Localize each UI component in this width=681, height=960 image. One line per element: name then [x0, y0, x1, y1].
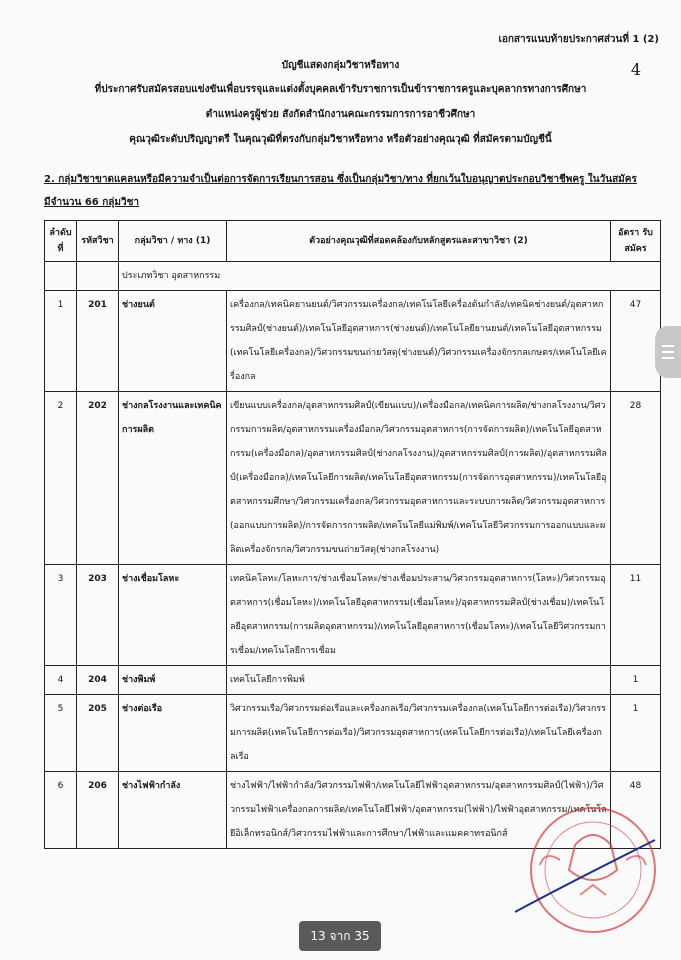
- header-group: กลุ่มวิชา / ทาง (1): [119, 221, 227, 262]
- row-number: 2: [45, 392, 77, 565]
- row-qualifications: วิศวกรรมเรือ/วิศวกรรมต่อเรือและเครื่องกลเรือ/วิศวกรรมเครื่องกล(เทคโนโลยีการต่อเรือ)/วิศวกรรมการผลิต(เทคโนโลยีการต่อเรือ)/วิศวกรรมอุตสาหการ(เทคโนโลยีการต่อเรือ)/เทคโนโลยีเครื่องกลเรือ: [227, 695, 611, 772]
- side-scroll-handle[interactable]: [655, 326, 681, 378]
- row-rate: 48: [611, 772, 661, 849]
- row-rate: 47: [611, 291, 661, 392]
- row-group: ช่างพิมพ์: [119, 666, 227, 695]
- category-spacer-2: [77, 262, 119, 291]
- row-qualifications: ช่างไฟฟ้า/ไฟฟ้ากำลัง/วิศวกรรมไฟฟ้า/เทคโนโลยีไฟฟ้าอุตสาหกรรม/อุตสาหกรรมศิลป์(ไฟฟ้า)/วิศวกรรมไฟฟ้าเครื่องกลการผลิต/เทคโนโลยีไฟฟ้า/อุตสาหกรรม(ไฟฟ้า)/ไฟฟ้าอุตสาหกรรม/เทคโนโลยีอิเล็กทรอนิกส์/วิศวกรรมไฟฟ้าและการศึกษา/ไฟฟ้าและแมคคาทรอนิกส์: [227, 772, 611, 849]
- row-rate: 28: [611, 392, 661, 565]
- heading-line-3: ตำแหน่งครูผู้ช่วย สังกัดสำนักงานคณะกรรมการการอาชีวศึกษา: [205, 109, 476, 120]
- heading-line-2: ที่ประกาศรับสมัครสอบแข่งขันเพื่อบรรจุและแต่งตั้งบุคคลเข้ารับราชการเป็นข้าราชการครูและบุคลากรทางการศึกษา: [94, 84, 587, 95]
- table-row: [45, 695, 661, 772]
- row-code: 206: [77, 772, 119, 849]
- row-number: 5: [45, 695, 77, 772]
- menu-lines-icon: [662, 343, 674, 361]
- header-quals: ตัวอย่างคุณวุฒิที่สอดคล้องกับหลักสูตรและสาขาวิชา (2): [227, 221, 611, 262]
- table-header-row: [45, 221, 661, 262]
- category-row: [45, 262, 661, 291]
- page-counter[interactable]: 13 จาก 35: [299, 921, 381, 951]
- row-group: ช่างต่อเรือ: [119, 695, 227, 772]
- qualification-table: [44, 220, 661, 849]
- header-no: ลำดับที่: [45, 221, 77, 262]
- row-group: ช่างไฟฟ้ากำลัง: [119, 772, 227, 849]
- row-code: 204: [77, 666, 119, 695]
- category-spacer-1: [45, 262, 77, 291]
- row-number: 3: [45, 565, 77, 666]
- section-count: มีจำนวน 66 กลุ่มวิชา: [44, 197, 140, 208]
- table-row: [45, 291, 661, 392]
- row-qualifications: เทคนิคโลหะ/โลหะการ/ช่างเชื่อมโลหะ/ช่างเชื่อมประสาน/วิศวกรรมอุตสาหการ(โลหะ)/วิศวกรรมอุตสาหการ(เชื่อมโลหะ)/เทคโนโลยีอุตสาหกรรม(เชื่อมโลหะ)/อุตสาหกรรมศิลป์(ช่างเชื่อม)/เทคโนโลยีอุตสาหกรรม(การผลิตอุตสาหกรรม)/เทคโนโลยีอุตสาหการ(เชื่อมโลหะ)/เทคโนโลยีวิศวกรรมการเชื่อม/เทคโนโลยีการเชื่อม: [227, 565, 611, 666]
- row-code: 202: [77, 392, 119, 565]
- category-label: ประเภทวิชา อุตสาหกรรม: [119, 262, 661, 291]
- table-row: [45, 392, 661, 565]
- row-group: ช่างกลโรงงานและเทคนิคการผลิต: [119, 392, 227, 565]
- section-heading: 2. กลุ่มวิชาขาดแคลนหรือมีความจำเป็นต่อการจัดการเรียนการสอน ซึ่งเป็นกลุ่มวิชา/ทาง ที่ยกเว้นใบอนุญาตประกอบวิชาชีพครู ในวันสมัคร: [44, 174, 637, 185]
- row-rate: 1: [611, 666, 661, 695]
- row-qualifications: เทคโนโลยีการพิมพ์: [227, 666, 611, 695]
- row-code: 203: [77, 565, 119, 666]
- header-rate: อัตรา รับสมัคร: [611, 221, 661, 262]
- row-rate: 1: [611, 695, 661, 772]
- heading-line-4: คุณวุฒิระดับปริญญาตรี ในคุณวุฒิที่ตรงกับกลุ่มวิชาหรือทาง หรือตัวอย่างคุณวุฒิ ที่สมัครตามบัญชีนี้: [129, 134, 552, 145]
- document-reference: เอกสารแนบท้ายประกาศส่วนที่ 1 (2): [498, 34, 659, 45]
- table-row: [45, 772, 661, 849]
- row-number: 6: [45, 772, 77, 849]
- row-group: ช่างยนต์: [119, 291, 227, 392]
- row-code: 205: [77, 695, 119, 772]
- row-number: 1: [45, 291, 77, 392]
- table-row: [45, 666, 661, 695]
- header-code: รหัสวิชา: [77, 221, 119, 262]
- row-group: ช่างเชื่อมโลหะ: [119, 565, 227, 666]
- row-rate: 11: [611, 565, 661, 666]
- row-number: 4: [45, 666, 77, 695]
- row-qualifications: เครื่องกล/เทคนิคยานยนต์/วิศวกรรมเครื่องกล/เทคโนโลยีเครื่องต้นกำลัง/เทคนิคช่างยนต์/อุตสาหกรรมศิลป์(ช่างยนต์)/เทคโนโลยีอุตสาหการ(ช่างยนต์)/เทคโนโลยียานยนต์/เทคโนโลยีอุตสาหกรรม(เทคโนโลยีเครื่องกล)/วิศวกรรมขนถ่ายวัสดุ(ช่างยนต์)/วิศวกรรมเครื่องจักรกลเกษตร/เทคโนโลยีเครื่องกล: [227, 291, 611, 392]
- row-code: 201: [77, 291, 119, 392]
- row-qualifications: เขียนแบบเครื่องกล/อุตสาหกรรมศิลป์(เขียนแบบ)/เครื่องมือกล/เทคนิคการผลิต/ช่างกลโรงงาน/วิศวกรรมการผลิต/อุตสาหกรรมเครื่องมือกล/วิศวกรรมอุตสาหการ(การจัดการผลิต)/เทคโนโลยีอุตสาหกรรม(เครื่องมือกล)/อุตสาหกรรมศิลป์(ช่างกลโรงงาน)/อุตสาหกรรมศิลป์(การผลิต)/อุตสาหกรรมศิลป์(เครื่องมือกล)/เทคโนโลยีการผลิต/เทคโนโลยีอุตสาหกรรม(การจัดการอุตสาหกรรม)/เทคโนโลยีอุตสาหกรรมศึกษา/วิศวกรรมเครื่องกล/วิศวกรรมอุตสาหการและระบบการผลิต/วิศวกรรมอุตสาหการ(ออกแบบการผลิต)/การจัดการการผลิต/เทคโนโลยีแม่พิมพ์/เทคโนโลยีวิศวกรรมการออกแบบและผลิตเครื่องจักรกล/วิศวกรรมขนถ่ายวัสดุ(ช่างกลโรงงาน): [227, 392, 611, 565]
- table-row: [45, 565, 661, 666]
- page-number: 4: [630, 60, 641, 79]
- heading-line-1: บัญชีแสดงกลุ่มวิชาหรือทาง: [281, 60, 400, 71]
